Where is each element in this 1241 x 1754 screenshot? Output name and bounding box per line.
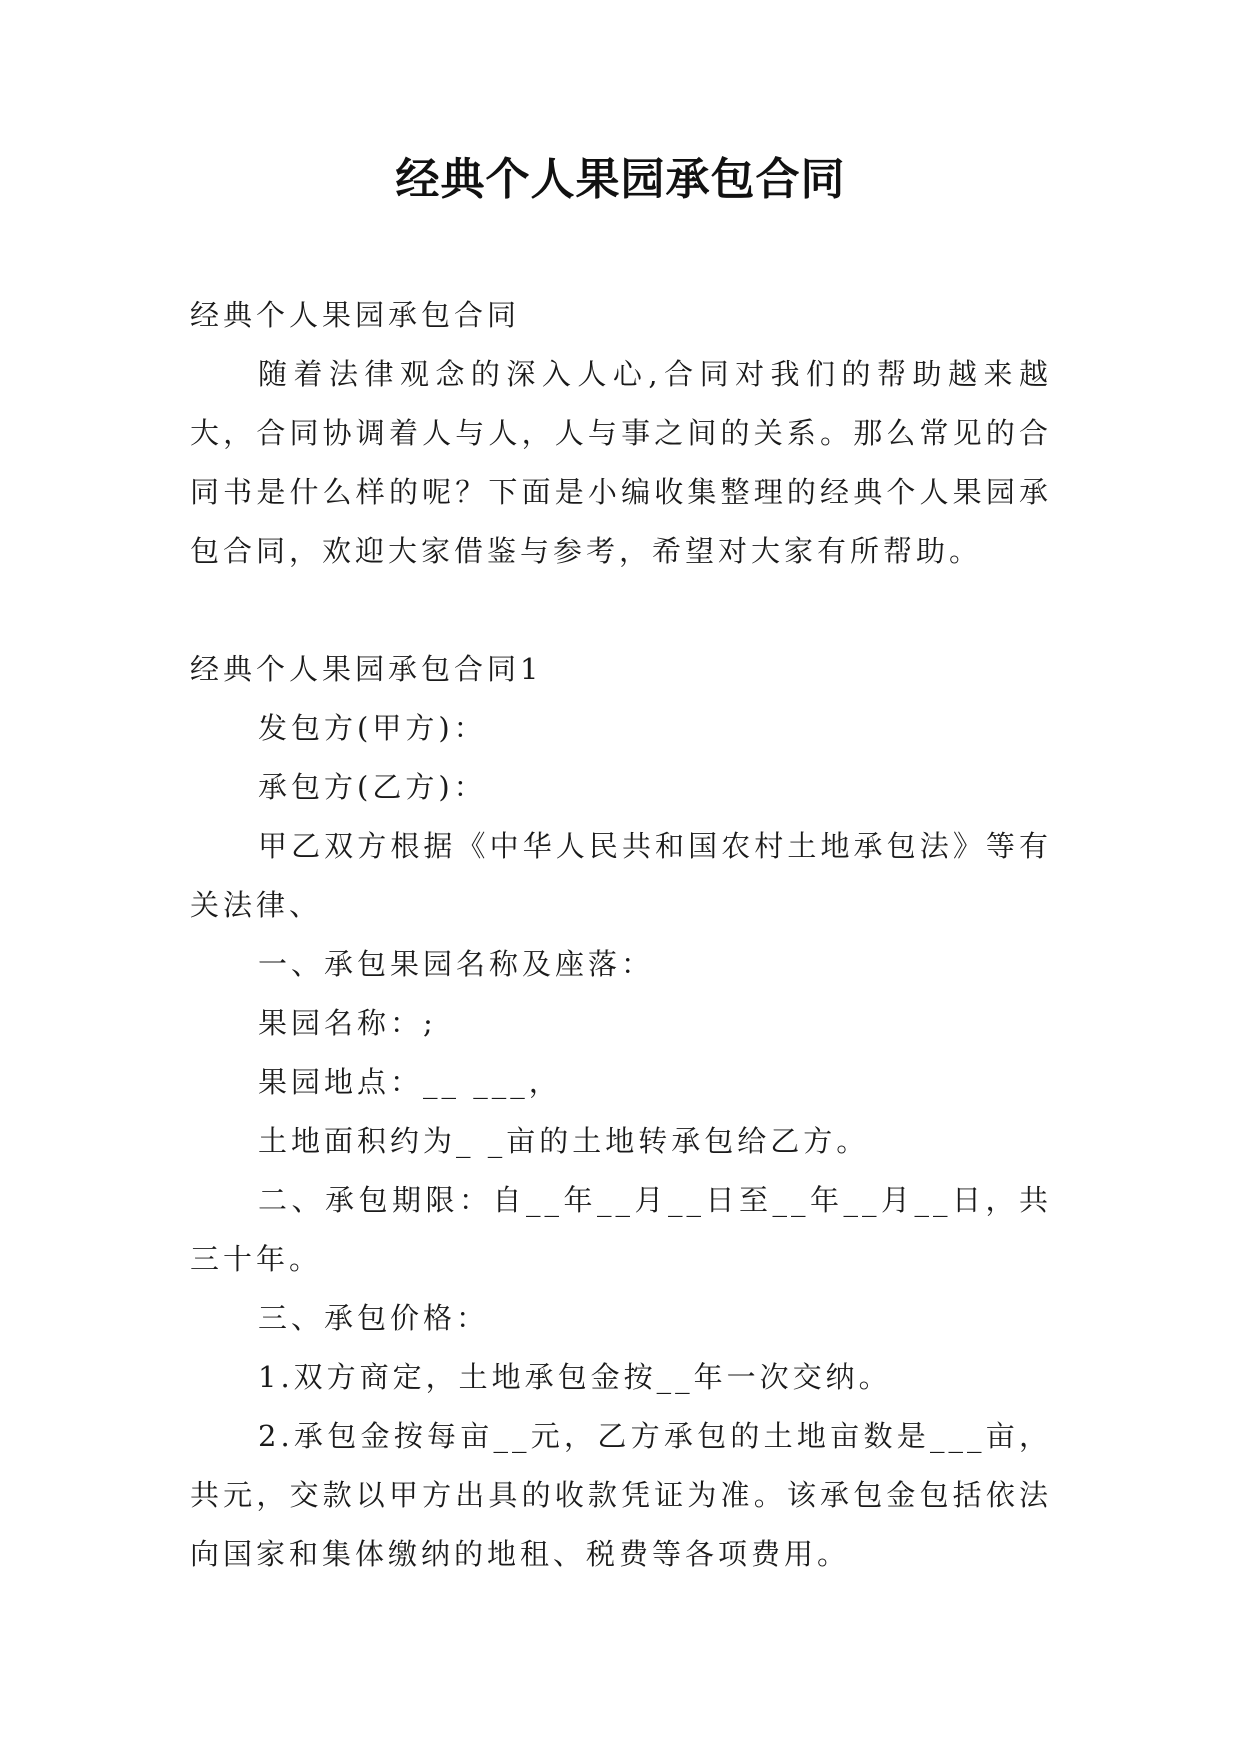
document-title: 经典个人果园承包合同 <box>395 154 846 205</box>
paragraph-spacer <box>190 581 1052 640</box>
intro-paragraph: 随着法律观念的深入人心,合同对我们的帮助越来越大，合同协调着人与人，人与事之间的关系。那么常见的合同书是什么样的呢？下面是小编收集整理的经典个人果园承包合同，欢迎大家借鉴与参考，希望对大家有所帮助。 <box>190 357 1052 568</box>
orchard-name-line: 果园名称：; <box>258 1006 437 1040</box>
party-b-line: 承包方(乙方)： <box>258 770 487 804</box>
orchard-location-line: 果园地点：__ ___， <box>258 1065 562 1099</box>
price-clause-1: 1.双方商定，土地承包金按__年一次交纳。 <box>258 1360 892 1394</box>
document-body <box>190 286 1052 1584</box>
section-two-term: 二、承包期限：自__年__月__日至__年__月__日，共三十年。 <box>190 1183 1052 1276</box>
contract-heading: 经典个人果园承包合同1 <box>190 652 543 686</box>
intro-heading: 经典个人果园承包合同 <box>190 298 521 332</box>
party-a-line: 发包方(甲方)： <box>258 711 487 745</box>
land-area-line: 土地面积约为_ _亩的土地转承包给乙方。 <box>258 1124 870 1158</box>
price-clause-2: 2.承包金按每亩__元，乙方承包的土地亩数是___亩，共元，交款以甲方出具的收款凭证为准。该承包金包括依法向国家和集体缴纳的地租、税费等各项费用。 <box>190 1419 1052 1571</box>
section-three-heading: 三、承包价格： <box>258 1301 490 1335</box>
section-one-heading: 一、承包果园名称及座落： <box>258 947 655 981</box>
legal-basis-paragraph: 甲乙双方根据《中华人民共和国农村土地承包法》等有关法律、 <box>190 829 1052 922</box>
